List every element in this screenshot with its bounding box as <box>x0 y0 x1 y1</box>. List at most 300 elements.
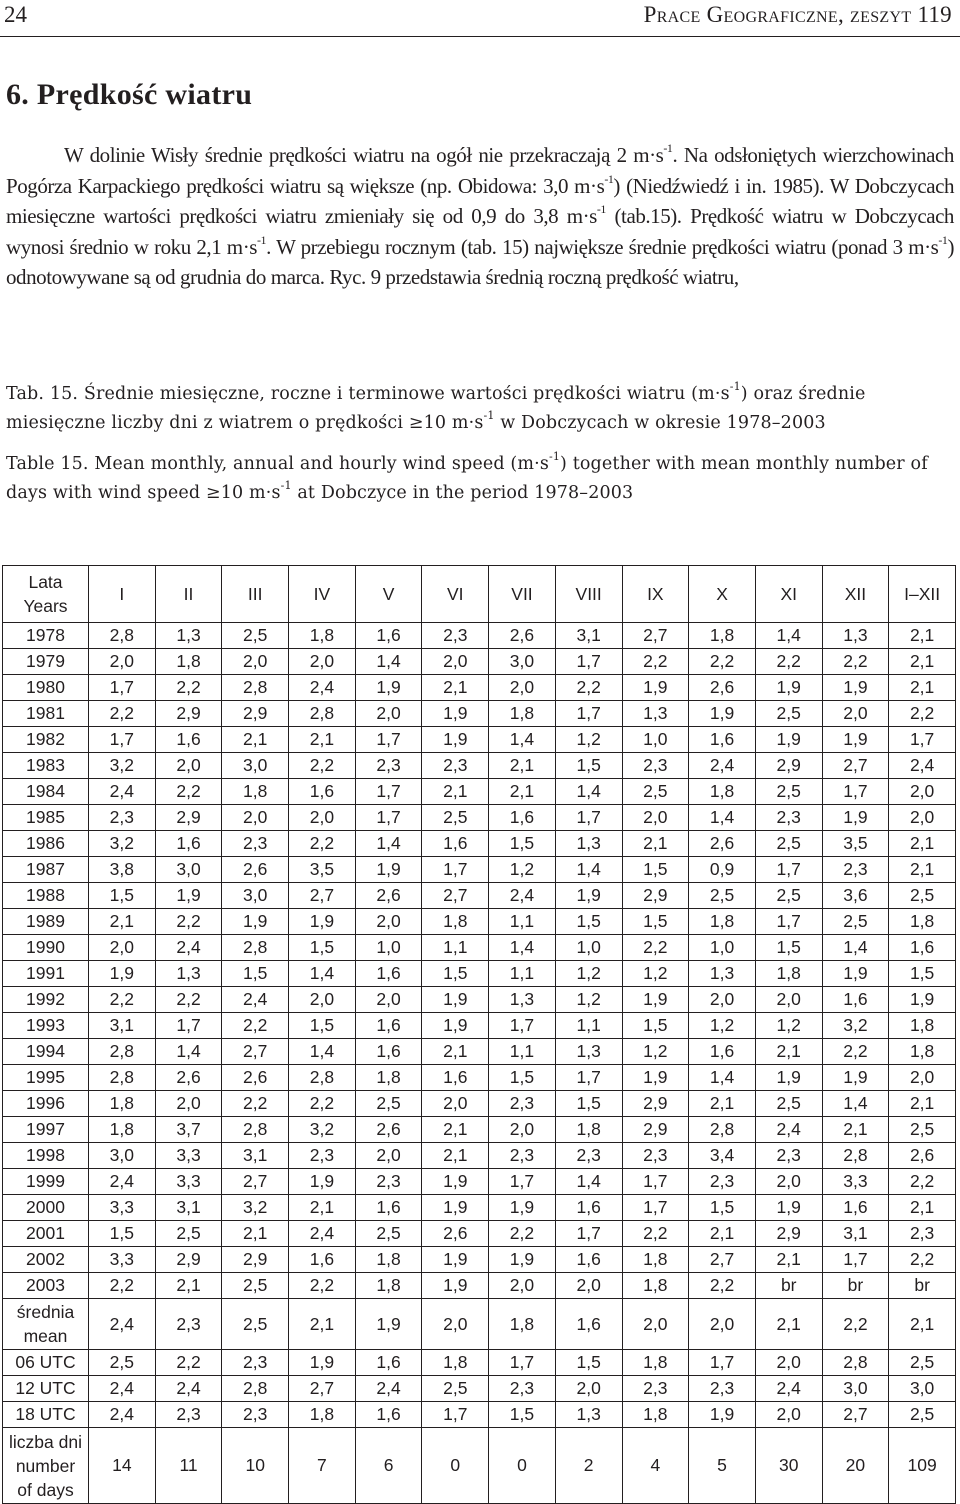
table-cell: 3,5 <box>289 857 356 883</box>
row-label: 1993 <box>3 1013 89 1039</box>
table-cell: 2,5 <box>155 1221 222 1247</box>
table-cell: 1,7 <box>89 675 156 701</box>
column-header: XII <box>822 566 889 623</box>
column-header: IX <box>622 566 689 623</box>
table-cell: 1,9 <box>155 883 222 909</box>
table-cell: 2,8 <box>822 1350 889 1376</box>
table-cell: 2,1 <box>422 1117 489 1143</box>
table-cell: 11 <box>155 1428 222 1504</box>
table-row <box>3 935 956 961</box>
table-cell: 3,8 <box>89 857 156 883</box>
table-cell: 1,6 <box>355 1013 422 1039</box>
table-cell: 1,9 <box>355 857 422 883</box>
table-cell: 1,7 <box>355 779 422 805</box>
table-cell: 2,9 <box>155 805 222 831</box>
table-cell: 2,0 <box>555 1273 622 1299</box>
table-row <box>3 1376 956 1402</box>
table-cell: 1,9 <box>289 1350 356 1376</box>
table-header-row <box>3 566 956 623</box>
table-cell: 2,0 <box>622 1299 689 1350</box>
table-cell: 1,0 <box>622 727 689 753</box>
table-cell: 1,4 <box>489 935 556 961</box>
table-cell: 2,5 <box>889 1117 956 1143</box>
table-cell: 1,3 <box>689 961 756 987</box>
table-cell: 1,2 <box>489 857 556 883</box>
table-cell: 1,5 <box>489 1402 556 1428</box>
table-cell: 3,2 <box>289 1117 356 1143</box>
table-cell: 2,0 <box>422 1299 489 1350</box>
table-cell: 2,0 <box>555 1376 622 1402</box>
table-cell: 1,6 <box>155 831 222 857</box>
table-cell: 1,8 <box>622 1402 689 1428</box>
table-cell: 1,4 <box>755 623 822 649</box>
table-cell: 2,6 <box>689 675 756 701</box>
column-header: III <box>222 566 289 623</box>
table-cell: 1,7 <box>755 857 822 883</box>
table-cell: 2,2 <box>822 649 889 675</box>
table-cell: 2,0 <box>89 649 156 675</box>
table-cell: 2,4 <box>355 1376 422 1402</box>
table-cell: 1,3 <box>555 1039 622 1065</box>
table-cell: 2,1 <box>889 831 956 857</box>
table-cell: 3,0 <box>89 1143 156 1169</box>
table-cell: 2,3 <box>622 753 689 779</box>
table-cell: 2,8 <box>289 701 356 727</box>
table-cell: 1,9 <box>222 909 289 935</box>
table-cell: 1,6 <box>822 987 889 1013</box>
row-label: liczba dni number of days <box>3 1428 89 1504</box>
table-cell: 2,3 <box>222 831 289 857</box>
table-row <box>3 961 956 987</box>
table-cell: 2,1 <box>889 1195 956 1221</box>
table-cell: br <box>822 1273 889 1299</box>
table-cell: 1,7 <box>422 1402 489 1428</box>
table-cell: 2,8 <box>222 675 289 701</box>
column-header: V <box>355 566 422 623</box>
row-label: średnia mean <box>3 1299 89 1350</box>
table-cell: 1,6 <box>555 1195 622 1221</box>
table-row <box>3 1350 956 1376</box>
table-cell: 7 <box>289 1428 356 1504</box>
table-cell: 1,8 <box>689 623 756 649</box>
table-cell: 1,9 <box>422 987 489 1013</box>
table-cell: 1,5 <box>622 857 689 883</box>
table-cell: 2,1 <box>689 1091 756 1117</box>
table-row <box>3 1169 956 1195</box>
table-cell: 2,4 <box>89 779 156 805</box>
table-cell: 1,9 <box>755 1065 822 1091</box>
table-cell: 2,1 <box>889 1299 956 1350</box>
table-cell: 1,9 <box>755 727 822 753</box>
table-cell: 2,1 <box>822 1117 889 1143</box>
table-cell: 1,3 <box>555 1402 622 1428</box>
table-cell: 2,7 <box>622 623 689 649</box>
table-cell: 1,4 <box>355 831 422 857</box>
table-cell: 1,6 <box>422 1065 489 1091</box>
table-cell: 3,3 <box>89 1195 156 1221</box>
row-label: 1980 <box>3 675 89 701</box>
table-cell: 2,8 <box>89 1039 156 1065</box>
table-cell: 2,2 <box>155 909 222 935</box>
table-cell: 1,9 <box>422 1247 489 1273</box>
table-cell: 1,9 <box>89 961 156 987</box>
table-cell: 2,7 <box>222 1039 289 1065</box>
table-cell: 2,0 <box>289 987 356 1013</box>
table-cell: 2,0 <box>755 1169 822 1195</box>
table-cell: 2,0 <box>755 987 822 1013</box>
table-cell: 2,6 <box>422 1221 489 1247</box>
table-cell: 1,4 <box>155 1039 222 1065</box>
table-row <box>3 1143 956 1169</box>
table-cell: 1,8 <box>622 1273 689 1299</box>
table-cell: 1,9 <box>822 961 889 987</box>
table-cell: 2,1 <box>89 909 156 935</box>
table-cell: 1,7 <box>555 1065 622 1091</box>
table-cell: 1,8 <box>622 1247 689 1273</box>
table-row <box>3 1013 956 1039</box>
table-cell: 10 <box>222 1428 289 1504</box>
table-cell: 1,1 <box>555 1013 622 1039</box>
table-cell: 1,5 <box>555 753 622 779</box>
table-cell: 2,6 <box>222 857 289 883</box>
table-cell: 1,6 <box>689 727 756 753</box>
table-cell: 2,1 <box>155 1273 222 1299</box>
table-cell: 2,0 <box>755 1402 822 1428</box>
row-label: 18 UTC <box>3 1402 89 1428</box>
table-cell: 2,5 <box>355 1091 422 1117</box>
table-cell: 1,7 <box>555 701 622 727</box>
table-cell: 1,8 <box>355 1273 422 1299</box>
table-cell: 2,1 <box>889 623 956 649</box>
table-cell: 1,9 <box>822 727 889 753</box>
table-cell: 2,0 <box>422 1091 489 1117</box>
table-row <box>3 805 956 831</box>
body-paragraph: W dolinie Wisły średnie prędkości wiatru na ogół nie przekraczają 2 $m\cdot s^{-1}$. Na odsłoniętych wierzchowinach Pogórza Karpackiego prędkości wiatru są większe (np. Obidowa: 3,0 $m\cdot s^{-1}$) (Niedźwiedź i in. 1985). W Dobczycach miesięczne wartości prędkości wiatru zmieniały się od 0,9 do 3,8 $m\cdot s^{-1}$ (tab.15). Prędkość wiatru w Dobczycach wynosi średnio w roku 2,1 $m\cdot s^{-1}$. W przebiegu rocznym (tab. 15) największe średnie prędkości wiatru (ponad 3 $m\cdot s^{-1}$) odnotowywane są od grudnia do marca. Ryc. 9 przedstawia średnią roczną prędkość wiatru, <box>6 141 954 289</box>
table-row <box>3 987 956 1013</box>
table-cell: 1,4 <box>289 961 356 987</box>
table-cell: 1,9 <box>422 727 489 753</box>
table-cell: 2,3 <box>289 1143 356 1169</box>
table-cell: 1,8 <box>689 909 756 935</box>
table-cell: 2,7 <box>822 753 889 779</box>
table-cell: 2,9 <box>755 1221 822 1247</box>
table-cell: 1,7 <box>889 727 956 753</box>
table-cell: 2,1 <box>489 753 556 779</box>
page-number: 24 <box>4 2 27 27</box>
table-cell: 2,0 <box>755 1350 822 1376</box>
table-cell: 3,3 <box>89 1247 156 1273</box>
table-cell: 1,8 <box>355 1247 422 1273</box>
table-cell: 1,4 <box>689 1065 756 1091</box>
table-cell: 2,1 <box>889 649 956 675</box>
row-label: 1987 <box>3 857 89 883</box>
table-cell: 1,4 <box>555 779 622 805</box>
table-cell: 1,8 <box>622 1350 689 1376</box>
table-cell: 1,7 <box>89 727 156 753</box>
table-cell: 1,4 <box>822 935 889 961</box>
table-cell: 1,2 <box>689 1013 756 1039</box>
table-cell: 1,1 <box>422 935 489 961</box>
table-cell: 1,4 <box>689 805 756 831</box>
table-cell: 1,9 <box>822 805 889 831</box>
table-cell: 1,8 <box>755 961 822 987</box>
column-header: IV <box>289 566 356 623</box>
table-cell: 1,8 <box>89 1091 156 1117</box>
table-cell: 1,5 <box>689 1195 756 1221</box>
table-cell: 2,2 <box>489 1221 556 1247</box>
table-cell: 2,3 <box>622 1376 689 1402</box>
table-cell: 2,3 <box>155 1299 222 1350</box>
table-cell: 2,5 <box>755 883 822 909</box>
table-row <box>3 1091 956 1117</box>
table-cell: 2,3 <box>489 1376 556 1402</box>
table-cell: 3,1 <box>822 1221 889 1247</box>
table-cell: 2,1 <box>289 727 356 753</box>
table-cell: 2,5 <box>222 1273 289 1299</box>
table-cell: 2,8 <box>689 1117 756 1143</box>
table-cell: 2,2 <box>622 1221 689 1247</box>
table-row <box>3 649 956 675</box>
table-cell: 1,5 <box>622 1013 689 1039</box>
table-cell: 3,7 <box>155 1117 222 1143</box>
table-cell: 5 <box>689 1428 756 1504</box>
table-cell: 3,0 <box>222 883 289 909</box>
table-cell: 2,9 <box>755 753 822 779</box>
table-cell: 1,8 <box>289 1402 356 1428</box>
table-cell: 2,5 <box>889 1402 956 1428</box>
table-cell: 1,9 <box>289 1169 356 1195</box>
table-cell: 1,8 <box>422 909 489 935</box>
table-cell: 1,2 <box>555 961 622 987</box>
table-cell: 2,2 <box>889 1169 956 1195</box>
table-cell: 1,6 <box>689 1039 756 1065</box>
table-cell: 1,8 <box>889 909 956 935</box>
row-label: 2001 <box>3 1221 89 1247</box>
table-cell: 2,2 <box>555 675 622 701</box>
table-cell: 1,6 <box>289 779 356 805</box>
table-cell: 1,4 <box>489 727 556 753</box>
table-cell: 2,9 <box>155 1247 222 1273</box>
table-cell: 2,8 <box>89 1065 156 1091</box>
table-cell: 1,3 <box>155 623 222 649</box>
table-cell: 1,9 <box>755 1195 822 1221</box>
table-cell: 1,6 <box>355 961 422 987</box>
table-row <box>3 857 956 883</box>
table-cell: 1,7 <box>622 1169 689 1195</box>
row-label: 1979 <box>3 649 89 675</box>
table-cell: 2,4 <box>155 935 222 961</box>
table-cell: 4 <box>622 1428 689 1504</box>
table-cell: 3,3 <box>822 1169 889 1195</box>
table-cell: 2,4 <box>89 1299 156 1350</box>
table-row <box>3 779 956 805</box>
table-cell: 1,4 <box>289 1039 356 1065</box>
section-title: 6. Prędkość wiatru <box>6 78 253 111</box>
table-cell: 1,5 <box>289 935 356 961</box>
row-label: 1995 <box>3 1065 89 1091</box>
table-row <box>3 909 956 935</box>
table-cell: 1,6 <box>422 831 489 857</box>
table-row <box>3 1221 956 1247</box>
table-cell: 2,4 <box>289 1221 356 1247</box>
table-cell: 2,3 <box>555 1143 622 1169</box>
table-cell: 2,0 <box>889 805 956 831</box>
table-cell: 2,1 <box>289 1299 356 1350</box>
table-cell: 2,5 <box>355 1221 422 1247</box>
table-cell: 2,4 <box>222 987 289 1013</box>
table-cell: 2,1 <box>422 1039 489 1065</box>
table-cell: 1,9 <box>422 1169 489 1195</box>
column-header: XI <box>755 566 822 623</box>
table-cell: 3,0 <box>489 649 556 675</box>
table-cell: 3,3 <box>155 1169 222 1195</box>
table-cell: 2,0 <box>489 1273 556 1299</box>
table-cell: 1,8 <box>289 623 356 649</box>
row-label: 1986 <box>3 831 89 857</box>
table-cell: 0 <box>489 1428 556 1504</box>
table-cell: 2,2 <box>889 1247 956 1273</box>
table-cell: 1,5 <box>89 883 156 909</box>
table-cell: 1,8 <box>89 1117 156 1143</box>
table-cell: 1,5 <box>622 909 689 935</box>
table-cell: 1,3 <box>822 623 889 649</box>
row-label: 1990 <box>3 935 89 961</box>
table-cell: 2,3 <box>222 1402 289 1428</box>
table-cell: 2,5 <box>822 909 889 935</box>
table-cell: 1,9 <box>422 1195 489 1221</box>
table-cell: 2,4 <box>155 1376 222 1402</box>
table-cell: 2,1 <box>889 1091 956 1117</box>
table-cell: 2,2 <box>155 779 222 805</box>
table-cell: 2,4 <box>89 1376 156 1402</box>
table-cell: 2,0 <box>355 1143 422 1169</box>
table-cell: 2,4 <box>755 1117 822 1143</box>
table-cell: 1,6 <box>355 1402 422 1428</box>
column-header: VI <box>422 566 489 623</box>
table-cell: 2,5 <box>422 805 489 831</box>
row-label: 12 UTC <box>3 1376 89 1402</box>
table-cell: 2,5 <box>222 1299 289 1350</box>
table-cell: 30 <box>755 1428 822 1504</box>
table-cell: 2,8 <box>222 935 289 961</box>
table-cell: 2,7 <box>689 1247 756 1273</box>
table-cell: 2,2 <box>89 701 156 727</box>
table-cell: 1,9 <box>489 1195 556 1221</box>
table-cell: 2,5 <box>755 1091 822 1117</box>
table-cell: 2,0 <box>89 935 156 961</box>
table-cell: 2,2 <box>155 987 222 1013</box>
table-cell: 2,7 <box>422 883 489 909</box>
table-cell: 1,7 <box>555 649 622 675</box>
table-cell: 2,1 <box>222 727 289 753</box>
table-cell: 1,9 <box>422 1273 489 1299</box>
table-cell: 2,9 <box>622 1117 689 1143</box>
table-cell: 0,9 <box>689 857 756 883</box>
table-cell: 1,6 <box>555 1247 622 1273</box>
table-cell: 1,9 <box>889 987 956 1013</box>
table-row <box>3 753 956 779</box>
table-cell: 1,0 <box>555 935 622 961</box>
table-cell: 2,0 <box>422 649 489 675</box>
table-cell: 1,8 <box>555 1117 622 1143</box>
table-cell: 3,3 <box>155 1143 222 1169</box>
table-cell: 1,9 <box>489 1247 556 1273</box>
table-cell: 1,9 <box>622 675 689 701</box>
table-row <box>3 623 956 649</box>
table-cell: 1,5 <box>489 1065 556 1091</box>
table-cell: 2,8 <box>822 1143 889 1169</box>
table-row <box>3 701 956 727</box>
table-cell: 2,5 <box>689 883 756 909</box>
table-cell: 1,7 <box>689 1350 756 1376</box>
table-cell: 1,2 <box>622 961 689 987</box>
table-cell: 2,2 <box>155 675 222 701</box>
table-cell: 3,1 <box>555 623 622 649</box>
table-cell: 2,8 <box>222 1117 289 1143</box>
table-cell: 2,1 <box>422 1143 489 1169</box>
row-label: 2000 <box>3 1195 89 1221</box>
table-cell: 2,3 <box>822 857 889 883</box>
table-cell: 1,3 <box>555 831 622 857</box>
table-cell: 2,2 <box>89 1273 156 1299</box>
table-cell: 2,8 <box>222 1376 289 1402</box>
table-cell: 1,7 <box>489 1350 556 1376</box>
table-cell: 2,1 <box>489 779 556 805</box>
table-cell: 1,5 <box>489 831 556 857</box>
table-cell: 1,8 <box>155 649 222 675</box>
table-cell: 1,6 <box>822 1195 889 1221</box>
table-cell: 2,0 <box>289 805 356 831</box>
table-row <box>3 1195 956 1221</box>
table-cell: 1,9 <box>422 1013 489 1039</box>
column-header: VII <box>489 566 556 623</box>
table-cell: 2,3 <box>89 805 156 831</box>
table-cell: 2,5 <box>422 1376 489 1402</box>
table-cell: 2,5 <box>755 831 822 857</box>
table-cell: 1,1 <box>489 961 556 987</box>
table-cell: 2,9 <box>622 1091 689 1117</box>
table-cell: 1,6 <box>355 1350 422 1376</box>
table-cell: 2,3 <box>422 623 489 649</box>
table-cell: 3,0 <box>222 753 289 779</box>
table-cell: 2,0 <box>489 1117 556 1143</box>
table-cell: 2,0 <box>355 909 422 935</box>
table-cell: 2,0 <box>155 1091 222 1117</box>
table-cell: 2,3 <box>689 1169 756 1195</box>
table-cell: 1,9 <box>355 675 422 701</box>
table-cell: 1,6 <box>889 935 956 961</box>
table-cell: 2,2 <box>222 1013 289 1039</box>
row-label: 1996 <box>3 1091 89 1117</box>
table-cell: 3,1 <box>222 1143 289 1169</box>
table-cell: 1,2 <box>755 1013 822 1039</box>
table-cell: 2,5 <box>622 779 689 805</box>
table-cell: 1,9 <box>355 1299 422 1350</box>
table-cell: 2,5 <box>755 779 822 805</box>
table-cell: 2,1 <box>222 1221 289 1247</box>
column-header: I–XII <box>889 566 956 623</box>
table-cell: 2,6 <box>155 1065 222 1091</box>
table-cell: 2,2 <box>222 1091 289 1117</box>
table-cell: 3,6 <box>822 883 889 909</box>
table-cell: 2,1 <box>755 1299 822 1350</box>
table-cell: 1,6 <box>355 1195 422 1221</box>
table-cell: 2,1 <box>755 1247 822 1273</box>
table-cell: 2,1 <box>289 1195 356 1221</box>
table-cell: 1,7 <box>555 805 622 831</box>
table-cell: 1,6 <box>355 1039 422 1065</box>
table-cell: 2,7 <box>289 1376 356 1402</box>
